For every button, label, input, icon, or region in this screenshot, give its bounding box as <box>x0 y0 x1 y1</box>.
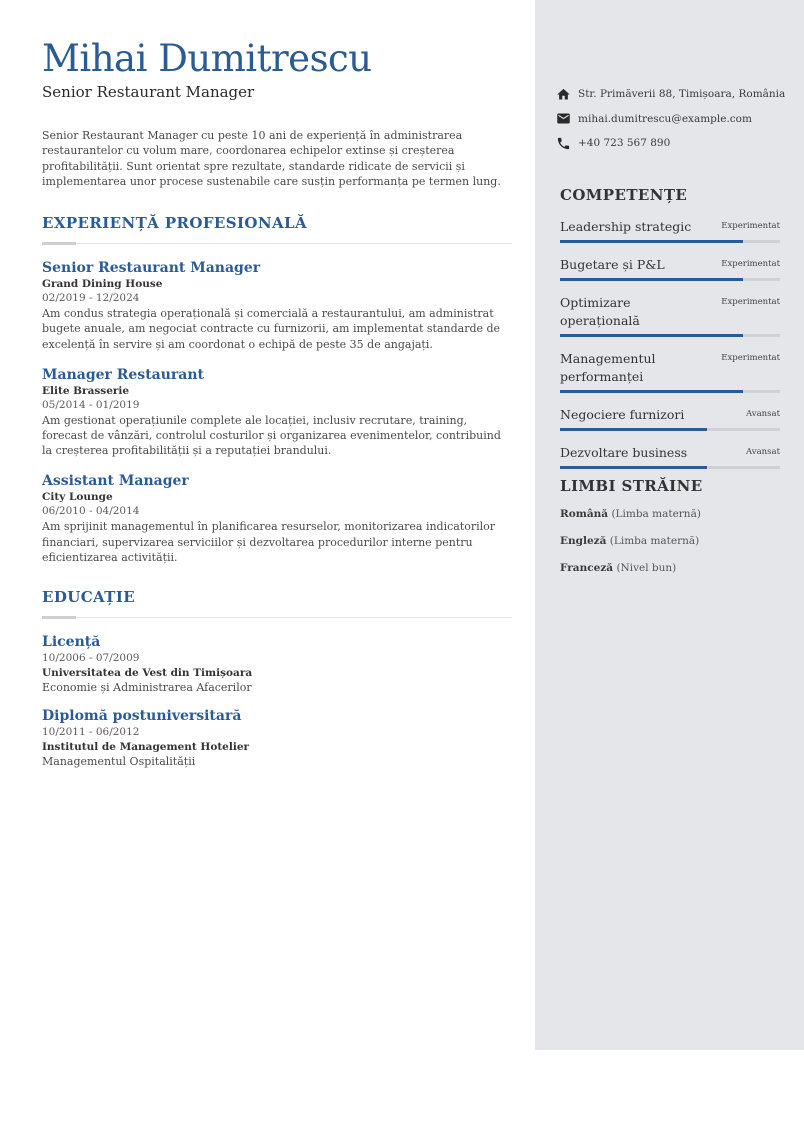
language-name: Română <box>560 508 609 520</box>
skill-item <box>560 256 780 281</box>
skill-bar <box>560 278 780 281</box>
skill-level: Avansat <box>746 409 780 419</box>
job-dates: 06/2010 - 04/2014 <box>42 505 140 518</box>
job-dates: 05/2014 - 01/2019 <box>42 398 140 411</box>
language-level: (Limba maternă) <box>609 535 700 547</box>
company-name: Elite Brasserie <box>42 384 130 397</box>
job-description: Am condus strategia operațională și comercială a restaurantului, am administrat bugete anuale, am negociat contracte cu furnizorii, am implementat standarde de excelență în servire și am coordonat o echipă de peste 35 de angajați. <box>42 307 501 351</box>
skill-level: Avansat <box>746 447 780 457</box>
experience-entry <box>42 259 512 352</box>
languages-heading: LIMBI STRĂINE <box>560 477 703 495</box>
language-name: Engleză <box>560 535 607 547</box>
candidate-headline: Senior Restaurant Manager <box>42 83 255 101</box>
skill-bar <box>560 466 780 469</box>
job-description: Am sprijinit managementul în planificarea resurselor, monitorizarea indicatorilor financiari, supervizarea serviciilor și dezvoltarea procedurilor interne pentru eficientizarea activității. <box>42 520 496 564</box>
skill-level: Experimentat <box>721 297 780 307</box>
sidebar <box>535 0 804 1050</box>
languages-section <box>560 477 790 582</box>
address-text: Str. Primăverii 88, Timișoara, România <box>578 88 786 101</box>
skill-item <box>560 294 780 337</box>
field-of-study: Economie și Administrarea Afacerilor <box>42 681 252 695</box>
job-title: Assistant Manager <box>42 473 189 490</box>
language-item <box>560 555 790 582</box>
phone-icon <box>555 135 571 151</box>
skill-bar <box>560 334 780 337</box>
experience-section <box>42 213 512 565</box>
job-title: Manager Restaurant <box>42 366 204 383</box>
skill-name: Dezvoltare business <box>560 445 688 460</box>
section-divider <box>42 616 512 619</box>
skill-bar <box>560 428 780 431</box>
mail-icon <box>555 111 571 127</box>
company-name: Grand Dining House <box>42 278 163 291</box>
education-dates: 10/2006 - 07/2009 <box>42 652 140 665</box>
skill-item <box>560 218 780 243</box>
contact-email[interactable] <box>555 107 785 132</box>
skill-level: Experimentat <box>721 353 780 363</box>
degree-title: Diplomă postuniversitară <box>42 708 242 725</box>
institution-name: Universitatea de Vest din Timișoara <box>42 667 253 680</box>
job-dates: 02/2019 - 12/2024 <box>42 292 140 305</box>
education-dates: 10/2011 - 06/2012 <box>42 726 140 739</box>
language-level: (Nivel bun) <box>616 562 677 574</box>
job-description: Am gestionat operațiunile complete ale locației, inclusiv recrutare, training, forecast de vânzări, controlul costurilor și organizarea evenimentelor, contribuind la creșterea profitabilității și a reputației brandului. <box>42 413 501 458</box>
skill-level: Experimentat <box>721 259 780 269</box>
skill-item <box>560 350 780 393</box>
home-icon <box>555 86 571 102</box>
language-level: (Limba maternă) <box>611 508 701 520</box>
candidate-name: Mihai Dumitrescu <box>42 37 372 80</box>
experience-entry <box>42 472 512 565</box>
profile-summary: Senior Restaurant Manager cu peste 10 ani de experiență în administrarea restaurantelor cu volum mare, coordonarea echipelor extinse și creșterea profitabilității. Sunt orientat spre rezultate, standarde ridicate de servicii și implementarea unor procese sustenabile care susțin performanța pe termen lung. <box>42 129 501 188</box>
skill-name: Optimizare operațională <box>560 295 640 328</box>
section-divider <box>42 242 512 245</box>
company-name: City Lounge <box>42 491 113 504</box>
skill-item <box>560 406 780 431</box>
contact-address <box>555 82 785 107</box>
education-entry <box>42 707 512 769</box>
skill-bar <box>560 390 780 393</box>
education-section <box>42 587 512 769</box>
institution-name: Institutul de Management Hotelier <box>42 741 250 754</box>
experience-heading: EXPERIENȚĂ PROFESIONALĂ <box>42 214 307 233</box>
experience-entry <box>42 366 512 459</box>
phone-text[interactable]: +40 723 567 890 <box>578 137 671 150</box>
contact-phone[interactable] <box>555 131 785 156</box>
language-item <box>560 528 790 555</box>
skills-heading: COMPETENȚE <box>560 186 688 204</box>
language-name: Franceză <box>560 562 614 574</box>
skill-name: Bugetare și P&L <box>560 257 665 272</box>
language-item <box>560 501 790 528</box>
skill-item <box>560 444 780 469</box>
main-column <box>42 36 512 781</box>
education-heading: EDUCAȚIE <box>42 588 136 607</box>
job-title: Senior Restaurant Manager <box>42 260 261 277</box>
skill-name: Negociere furnizori <box>560 407 685 422</box>
contact-info <box>555 82 785 156</box>
field-of-study: Managementul Ospitalității <box>42 755 196 769</box>
email-text[interactable]: mihai.dumitrescu@example.com <box>578 112 752 125</box>
skills-section <box>560 186 780 482</box>
education-entry <box>42 633 512 695</box>
skill-name: Leadership strategic <box>560 219 692 234</box>
skill-level: Experimentat <box>721 221 780 231</box>
degree-title: Licență <box>42 634 101 651</box>
skill-bar <box>560 240 780 243</box>
skill-name: Managementul performanței <box>560 351 656 384</box>
